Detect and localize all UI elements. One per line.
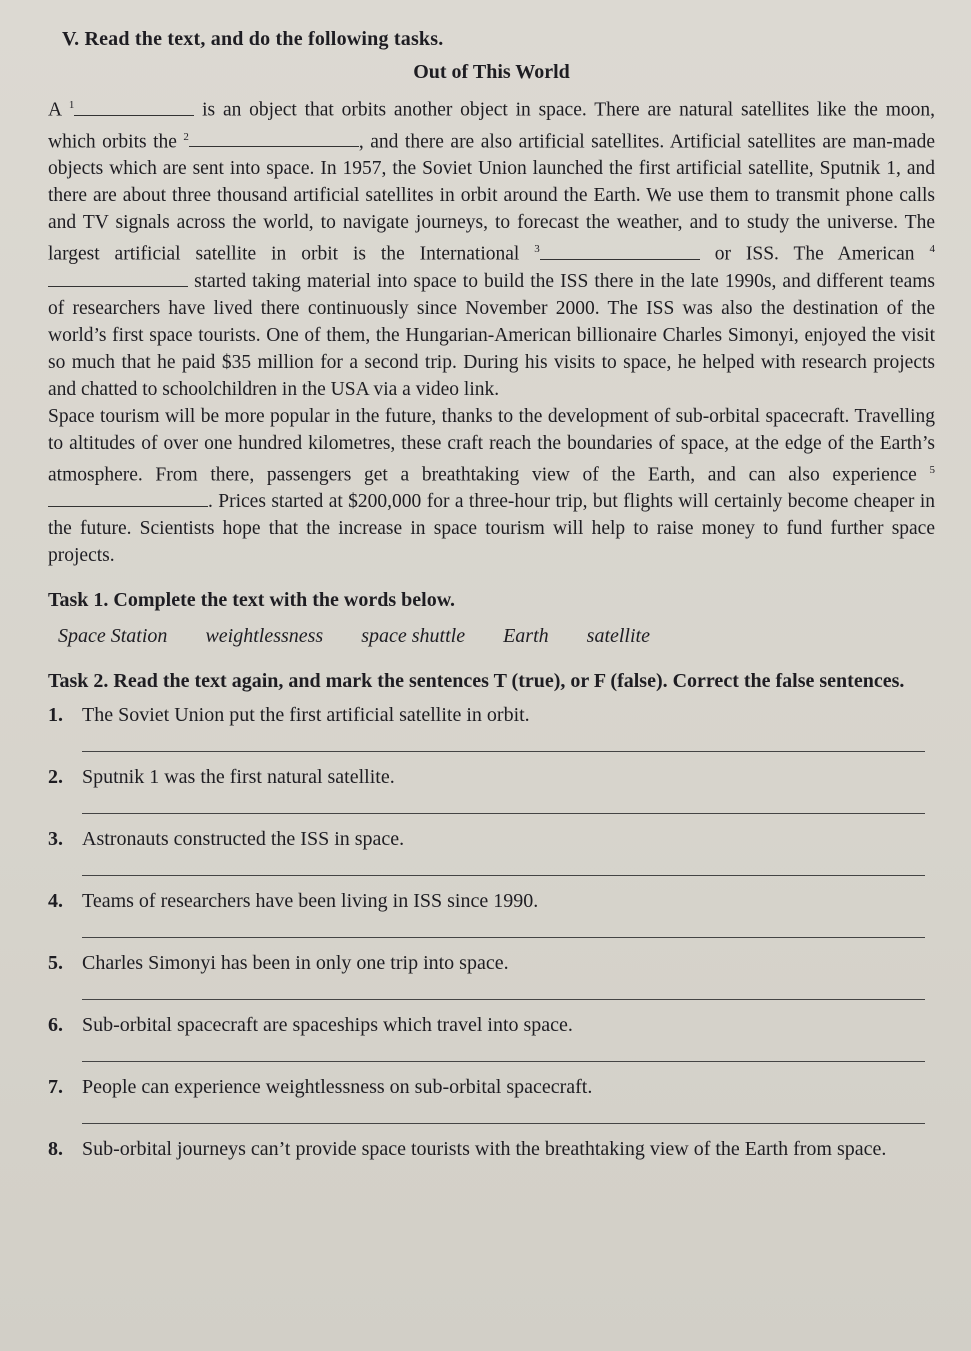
question-list	[48, 704, 935, 1161]
question-number: 8.	[48, 1138, 63, 1160]
reading-passage	[48, 92, 935, 569]
question-text: The Soviet Union put the first artificial satellite in orbit.	[82, 704, 530, 726]
word-bank-item: space shuttle	[361, 625, 466, 647]
question-item	[48, 952, 935, 975]
passage-text: started taking material into space to build the ISS there in the late 1990s, and different teams of researchers have lived there continuously since November 2000. The ISS was also the destination of the world’s first space tourists. One of them, the Hungarian-American billionaire Charles Simonyi, enjoyed the visit so much that he paid $35 million for a second trip. During his visits to space, he helped with research projects and chatted to schoolchildren in the USA via a video link.	[48, 270, 936, 400]
answer-line[interactable]	[82, 913, 925, 938]
question-item	[48, 1014, 935, 1037]
question-number: 3.	[48, 828, 63, 850]
answer-line[interactable]	[82, 1037, 925, 1062]
passage-text: , and there are also artificial satellites. Artificial satellites are man-made objects which are sent into space. In 1957, the Soviet Union launched the first artificial satellite, Sputnik 1, and there are about three thousand artificial satellites in orbit around the Earth. We use them to transmit phone calls and TV signals across the world, to navigate journeys, to forecast the weather, and to study the universe. The largest artificial satellite in orbit is the International	[48, 131, 935, 265]
question-number: 6.	[48, 1014, 63, 1036]
question-text: Sub-orbital journeys can’t provide space tourists with the breathtaking view of the Earth from space.	[82, 1138, 887, 1160]
passage-text: A	[48, 99, 62, 121]
word-bank	[58, 625, 935, 648]
gap-number-4: 4	[929, 243, 935, 255]
question-number: 5.	[48, 952, 63, 974]
question-text: Sub-orbital spacecraft are spaceships which travel into space.	[82, 1014, 573, 1036]
question-item	[48, 1076, 935, 1099]
passage-paragraph-1	[48, 92, 935, 403]
passage-text: Space tourism will be more popular in the future, thanks to the development of sub-orbital spacecraft. Travelling to altitudes of over one hundred kilometres, these craft reach the boundaries of space, at the edge of the Earth’s atmosphere. From there, passengers get a breathtaking view of the Earth, and can also experience	[48, 405, 935, 485]
answer-line[interactable]	[82, 727, 925, 752]
question-number: 7.	[48, 1076, 63, 1098]
question-item	[48, 766, 935, 789]
gap-3-blank[interactable]	[540, 245, 700, 260]
word-bank-item: Earth	[503, 625, 549, 647]
task1-heading: Task 1. Complete the text with the words below.	[48, 589, 456, 611]
passage-title: Out of This World	[413, 61, 570, 83]
passage-paragraph-2	[48, 403, 935, 570]
question-text: Sputnik 1 was the first natural satellite.	[82, 766, 395, 788]
question-text: Charles Simonyi has been in only one trip into space.	[82, 952, 509, 974]
question-item	[48, 1138, 935, 1161]
question-item	[48, 890, 935, 913]
word-bank-item: Space Station	[58, 625, 168, 647]
answer-line[interactable]	[82, 975, 925, 1000]
gap-5-blank[interactable]	[48, 492, 208, 507]
gap-number-2: 2	[183, 130, 189, 143]
passage-text: . Prices started at $200,000 for a three-hour trip, but flights will certainly become cheaper in the future. Scientists hope that the increase in space tourism will help to raise money to fund further space projects.	[48, 491, 935, 566]
question-text: Teams of researchers have been living in ISS since 1990.	[82, 890, 539, 912]
question-number: 1.	[48, 704, 63, 726]
question-text: Astronauts constructed the ISS in space.	[82, 828, 405, 850]
answer-line[interactable]	[82, 851, 925, 876]
passage-text: or ISS. The American	[714, 243, 915, 265]
question-text: People can experience weightlessness on sub-orbital spacecraft.	[82, 1076, 593, 1098]
question-item	[48, 704, 935, 727]
gap-1-blank[interactable]	[74, 101, 194, 116]
answer-line[interactable]	[82, 1099, 925, 1124]
gap-4-blank[interactable]	[48, 272, 188, 287]
question-number: 4.	[48, 890, 63, 912]
answer-line[interactable]	[82, 789, 925, 814]
gap-2-blank[interactable]	[189, 132, 359, 147]
section-heading: V. Read the text, and do the following tasks.	[62, 28, 444, 50]
question-number: 2.	[48, 766, 63, 788]
passage-text: is an object that orbits another object in space. There are natural satellites like the moon, which orbits the	[48, 99, 936, 152]
gap-number-1: 1	[68, 99, 75, 111]
gap-number-3: 3	[534, 243, 540, 255]
gap-number-5: 5	[929, 463, 935, 476]
task2-heading: Task 2. Read the text again, and mark the sentences T (true), or F (false). Correct the false sentences.	[48, 670, 905, 692]
question-item	[48, 828, 935, 851]
word-bank-item: satellite	[586, 625, 650, 647]
word-bank-item: weightlessness	[205, 625, 324, 647]
